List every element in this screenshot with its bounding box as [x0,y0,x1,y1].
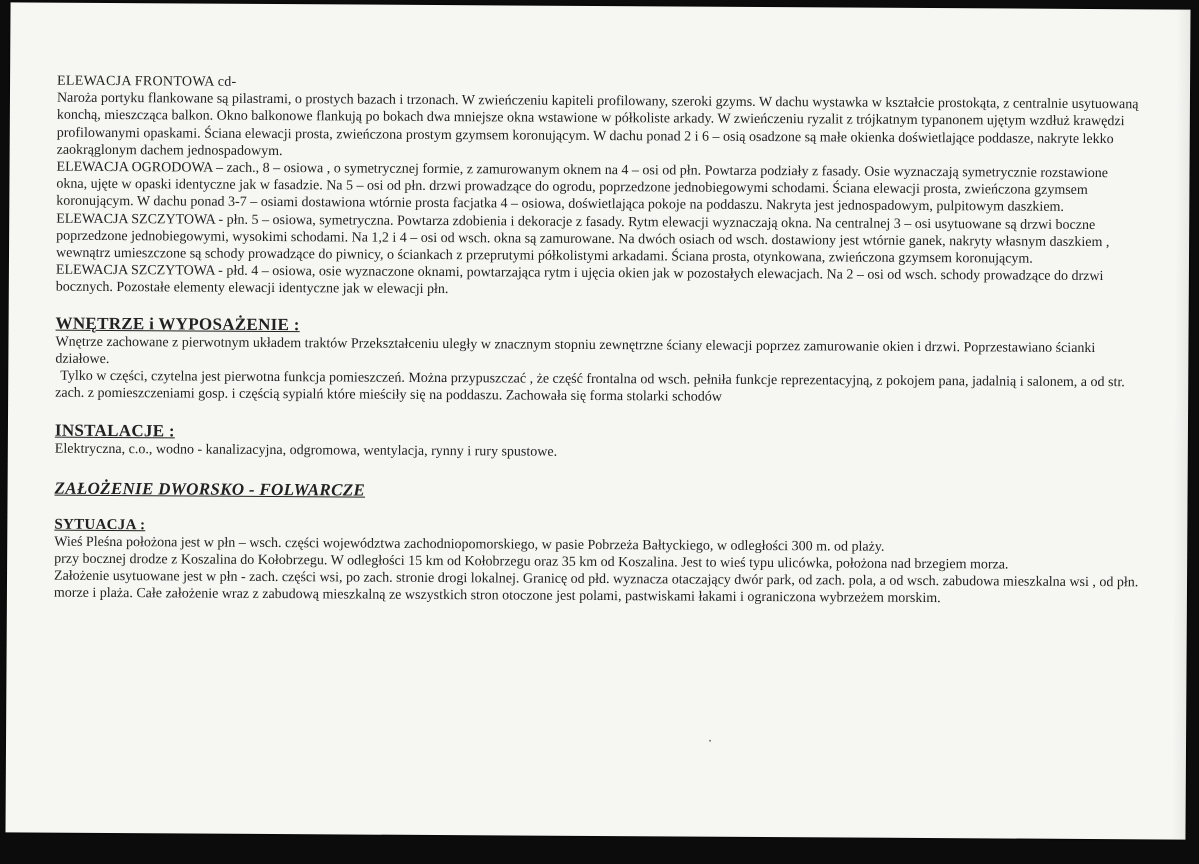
heading-zalozenie: ZAŁOŻENIE DWORSKO - FOLWARCZE [54,478,366,500]
paragraph-sytuacja-3: Założenie usytuowane jest w płn - zach. części wsi, po zach. stronie drogi lokalnej. Granicę od płd. wyznacza otaczający dwór park, od zach. pola, a od wsch. zabudowa mieszkalna wsi , od płn. morze i plaża. Całe założenie wraz z zabudową mieszkalną ze wszystkich stron otoczone jest polami, pastwiskami łakami i ograniczona wybrzeżem morskim. [53,568,1139,607]
heading-sytuacja: SYTUACJA : [54,516,146,533]
document-body [54,73,1142,609]
paragraph-elewacja-szczytowa-pld: ELEWACJA SZCZYTOWA - płd. 4 – osiowa, osie wyznaczone oknami, powtarzająca rytm i ujęcia okien jak w pozostałych elewacjach. Na 2 – osi od wsch. schody prowadzące do drzwi bocznych. Pozostałe elementy elewacji identyczne jak w elewacji płn. [55,262,1104,298]
heading-instalacje: INSTALACJE : [54,421,175,441]
paragraph-elewacja-ogrodowa: ELEWACJA OGRODOWA – zach., 8 – osiowa , o symetrycznej formie, z zamurowanym oknem na 4 – osi od płn. Powtarza podziały z fasady. Osie wyznaczają symetrycznie rozstawione okna, ujęte w opaski identyczne jak w fasadzie. Na 5 – osi od płn. drzwi prowadzące do ogrodu, poprzedzone jednobiegowymi schodami. Ściana elewacji prosta, zwieńczona gzymsem koronującym. W dachu ponad 3-7 – osiami dostawiona wtórnie prosta facjatka 4 – osiowa, doświetlająca pokoje na poddaszu. Nakryta jest jednospadowym, pulpitowym daszkiem. [56,159,1109,216]
paragraph-elewacja-frontowa: Naroża portyku flankowane są pilastrami, o prostych bazach i trzonach. W zwieńczeniu kapiteli profilowany, szeroki gzyms. W dachu wystawka w kształcie prostokąta, z centralnie usytuowaną konchą, mieszcząca balkon. Okno balkonowe flankują po bokach dwa mniejsze okna wstawione w półkoliste arkady. W zwieńczeniu ryzalit z trójkatnym typanonem ujętym wzdłuż krawędzi profilowanymi opaskami. Ściana elewacji prosta, zwieńczona prostym gzymsem koronującym. W dachu ponad 2 i 6 – osią osadzone są małe okienka doświetlające poddasze, nakryte lekko zaokrąglonym dachem jednospadowym. [56,90,1139,159]
paragraph-instalacje: Elektryczna, c.o., wodno - kanalizacyjna, odgromowa, wentylacja, rynny i rury spustowe. [54,442,558,461]
scanned-page [5,2,1190,839]
section-title-elewacja-frontowa: ELEWACJA FRONTOWA cd- [57,73,237,90]
paragraph-sytuacja-1: Wieś Pleśna położona jest w płn – wsch. części województwa zachodniopomorskiego, w pasie Pobrzeża Bałtyckiego, w odległości 300 m. od plaży. [54,534,885,555]
paragraph-wnetrze-2: Tylko w części, czytelna jest pierwotna funkcja pomieszczeń. Można przypuszczać , że część frontalna od wsch. pełniła funkcje reprezentacyjną, z pokojem pana, jadalnią i salonem, a od str. zach. z pomieszczeniami gosp. i częścią sypialń które mieściły się na poddaszu. Zachowała się forma stolarki schodów [55,368,1125,406]
paragraph-sytuacja-2: przy bocznej drodze z Koszalina do Kołobrzegu. W odległości 15 km od Kołobrzegu oraz 35 km od Koszalina. Jest to wieś typu ulicówka, położona nad brzegiem morza. [54,551,1009,573]
heading-wnetrze: WNĘTRZE i WYPOSAŻENIE : [55,313,300,334]
scan-speck [709,740,711,742]
paragraph-wnetrze-1: Wnętrze zachowane z pierwotnym układem traktów Przekształceniu uległy w znacznym stopniu zewnętrzne ściany elewacji poprzez zamurowanie okien i drzwi. Poprzestawiano ścianki działowe. [55,334,1096,367]
paragraph-elewacja-szczytowa-pln: ELEWACJA SZCZYTOWA - płn. 5 – osiowa, symetryczna. Powtarza zdobienia i dekoracje z fasady. Rytm elewacji wyznaczają okna. Na centralnej 3 – osi usytuowane są drzwi boczne poprzedzone jednobiegowymi, wysokimi schodami. Na 1,2 i 4 – osi od wsch. okna są zamurowane. Na dwóch osiach od wsch. dostawiony jest wtórnie ganek, nakryty własnym daszkiem , wewnątrz umieszczone są schody prowadzące do piwnicy, o ściankach z przeprutymi półkolistymi arkadami. Ściana prosta, otynkowana, zwieńczona gzymsem koronującym. [55,211,1110,267]
